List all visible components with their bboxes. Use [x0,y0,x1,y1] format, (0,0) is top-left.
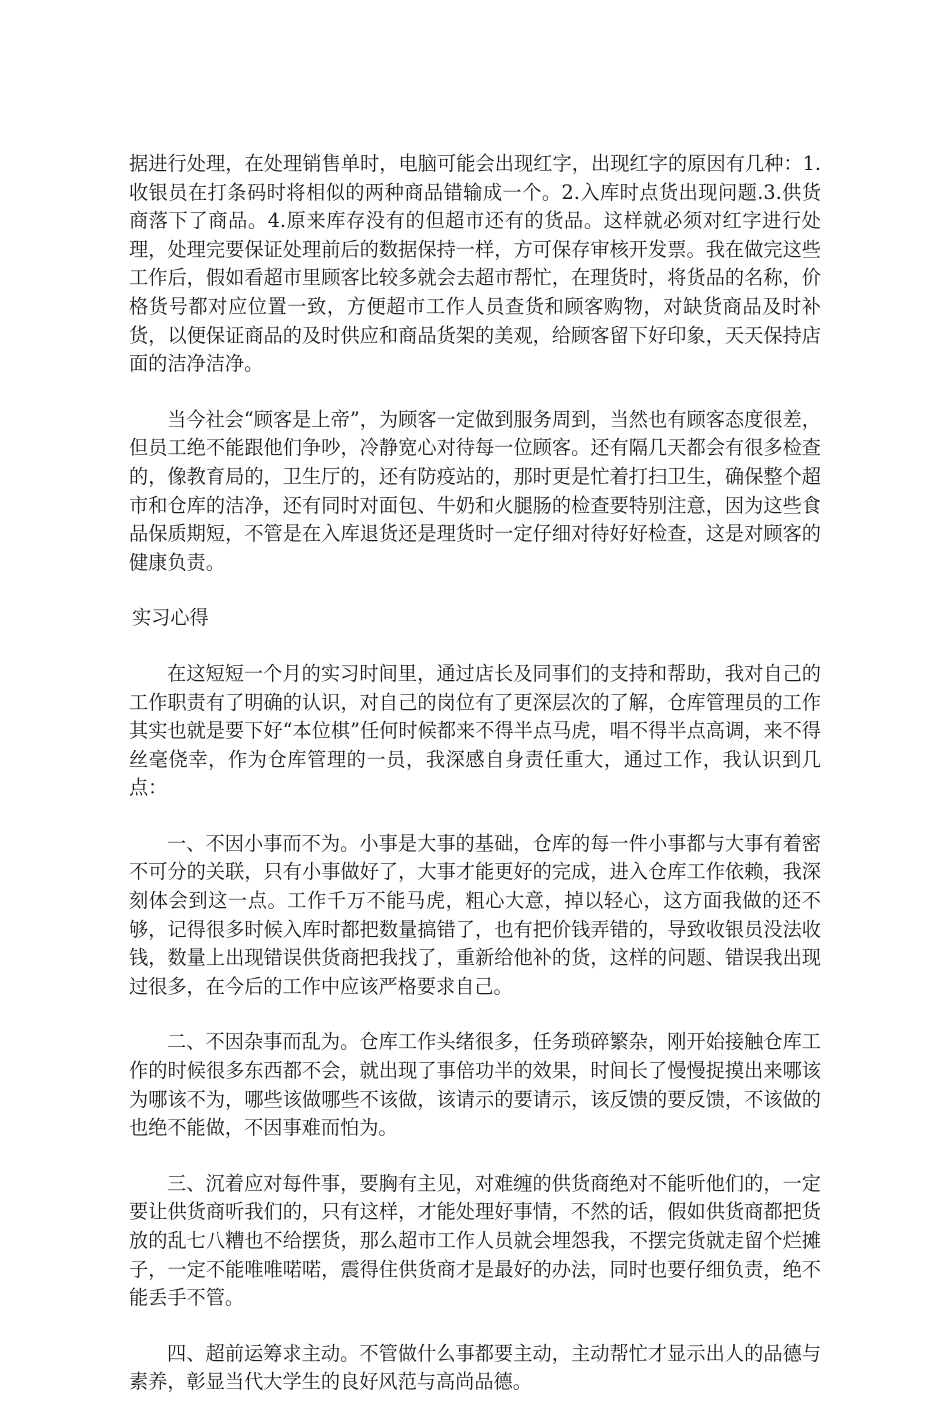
paragraph-internship-summary: 在这短短一个月的实习时间里，通过店长及同事们的支持和帮助，我对自己的工作职责有了明确的认识，对自己的岗位有了更深层次的了解，仓库管理员的工作其实也就是要下好“本位棋”任何时候都来不得半点马虎，唱不得半点高调，来不得丝毫侥幸，作为仓库管理的一员，我深感自身责任重大，通过工作，我认识到几点： [129,661,821,800]
paragraph-point-four: 四、超前运筹求主动。不管做什么事都要主动，主动帮忙才显示出人的品德与素养，彰显当代大学生的良好风范与高尚品德。 [129,1341,821,1394]
document-body [129,150,821,1424]
paragraph-invoice-processing: 据进行处理，在处理销售单时，电脑可能会出现红字，出现红字的原因有几种：1.收银员在打条码时将相似的两种商品错输成一个。2.入库时点货出现问题.3.供货商落下了商品。4.原来库存没有的但超市还有的货品。这样就必须对红字进行处理，处理完要保证处理前后的数据保持一样，方可保存审核开发票。我在做完这些工作后，假如看超市里顾客比较多就会去超市帮忙，在理货时，将货品的名称，价格货号都对应位置一致，方便超市工作人员查货和顾客购物，对缺货商品及时补货，以便保证商品的及时供应和商品货架的美观，给顾客留下好印象，天天保持店面的洁净洁净。 [129,152,821,376]
section-heading-internship-reflections: 实习心得 [132,606,209,630]
paragraph-point-one: 一、不因小事而不为。小事是大事的基础，仓库的每一件小事都与大事有着密不可分的关联，只有小事做好了，大事才能更好的完成，进入仓库工作依赖，我深刻体会到这一点。工作千万不能马虎，粗心大意，掉以轻心，这方面我做的还不够，记得很多时候入库时都把数量搞错了，也有把价钱弄错的，导致收银员没法收钱，数量上出现错误供货商把我找了，重新给他补的货，这样的问题、错误我出现过很多，在今后的工作中应该严格要求自己。 [129,831,821,998]
paragraph-customer-service: 当今社会“顾客是上帝”，为顾客一定做到服务周到，当然也有顾客态度很差，但员工绝不能跟他们争吵，冷静宽心对待每一位顾客。还有隔几天都会有很多检查的，像教育局的，卫生厅的，还有防疫站的，那时更是忙着打扫卫生，确保整个超市和仓库的洁净，还有同时对面包、牛奶和火腿肠的检查要特别注意，因为这些食品保质期短，不管是在入库退货还是理货时一定仔细对待好好检查，这是对顾客的健康负责。 [129,407,821,574]
paragraph-point-three: 三、沉着应对每件事，要胸有主见，对难缠的供货商绝对不能听他们的，一定要让供货商听我们的，只有这样，才能处理好事情，不然的话，假如供货商都把货放的乱七八糟也不给摆货，那么超市工作人员就会埋怨我，不摆完货就走留个烂摊子，一定不能唯唯喏喏，震得住供货商才是最好的办法，同时也要仔细负责，绝不能丢手不管。 [129,1171,821,1310]
paragraph-point-two: 二、不因杂事而乱为。仓库工作头绪很多，任务琐碎繁杂，刚开始接触仓库工作的时候很多东西都不会，就出现了事倍功半的效果，时间长了慢慢捉摸出来哪该为哪该不为，哪些该做哪些不该做，该请示的要请示，该反馈的要反馈，不该做的也绝不能做，不因事难而怕为。 [129,1030,821,1140]
